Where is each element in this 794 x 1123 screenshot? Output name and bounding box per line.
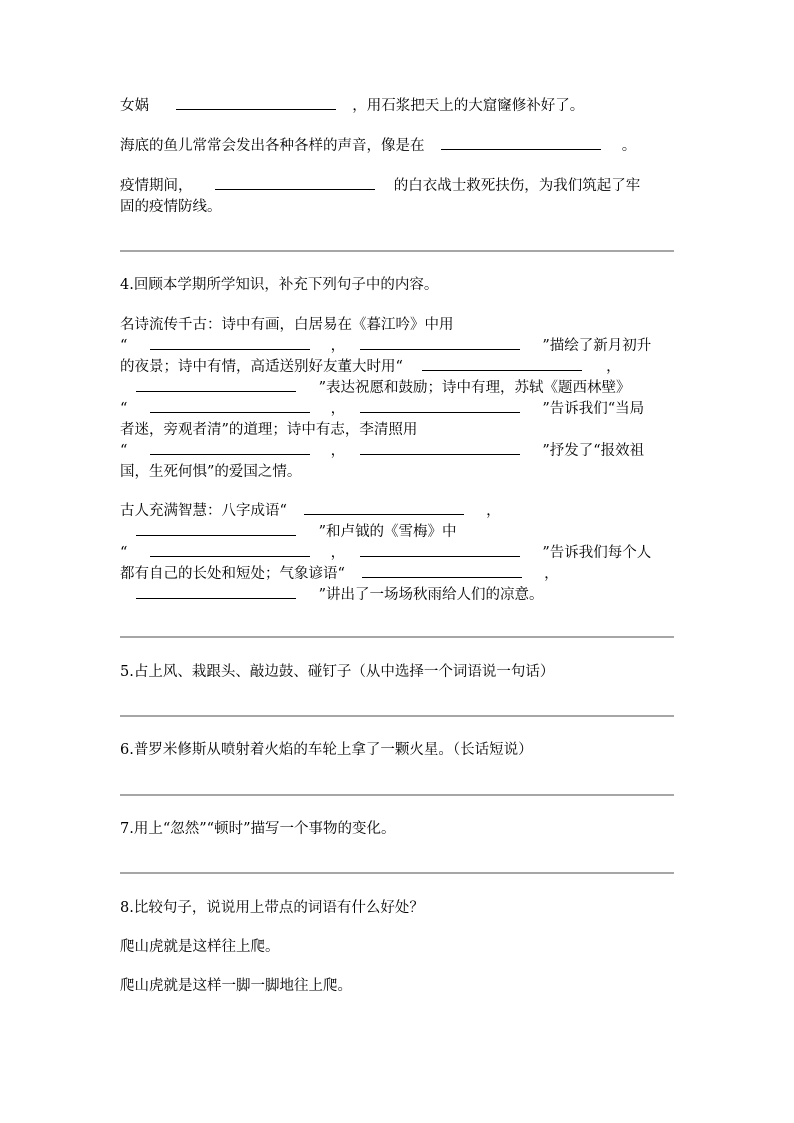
q4-p2-l4-text: 都有自己的长处和短处；气象谚语“ bbox=[120, 566, 345, 582]
answer-blank[interactable] bbox=[136, 584, 296, 599]
answer-line[interactable] bbox=[120, 872, 674, 874]
answer-blank[interactable] bbox=[360, 542, 520, 557]
q8-sentence-1: 爬山虎就是这样往上爬。 bbox=[120, 939, 280, 955]
q4-p2-l1-text: 古人充满智慧：八字成语“ bbox=[120, 503, 287, 519]
answer-blank[interactable] bbox=[150, 335, 310, 350]
open-quote: “ bbox=[120, 338, 128, 354]
q4-p2-l5-text: ”讲出了一场场秋雨给人们的凉意。 bbox=[318, 587, 544, 603]
q4-p2-l5 bbox=[120, 584, 544, 606]
q4-p1-l2-tail: ”描绘了新月初升 bbox=[542, 338, 652, 354]
comma: ， bbox=[330, 545, 346, 561]
fill-line-3-cont: 固的疫情防线。 bbox=[120, 199, 222, 215]
q7-title: 7.用上“忽然”“顿时”描写一个事物的变化。 bbox=[120, 821, 396, 837]
section-divider bbox=[120, 636, 674, 638]
q4-p1-l5-tail: ”告诉我们“当局 bbox=[542, 401, 645, 417]
q4-p1-l7-tail: ”抒发了“报效祖 bbox=[542, 443, 645, 459]
open-quote: “ bbox=[120, 443, 128, 459]
q4-p2-l3 bbox=[120, 542, 651, 564]
answer-blank[interactable] bbox=[441, 135, 601, 150]
answer-blank[interactable] bbox=[150, 398, 310, 413]
fill-line-2 bbox=[120, 135, 636, 157]
answer-blank[interactable] bbox=[136, 377, 296, 392]
q4-p2-l4 bbox=[120, 563, 559, 585]
q4-p1-l1: 名诗流传千古：诗中有画，白居易在《暮江吟》中用 bbox=[120, 317, 454, 333]
fill-line-1 bbox=[120, 95, 584, 117]
q4-title: 4.回顾本学期所学知识，补充下列句子中的内容。 bbox=[120, 277, 439, 293]
q4-p1-l4 bbox=[120, 377, 631, 399]
q4-p1-l5 bbox=[120, 398, 644, 420]
comma: ， bbox=[606, 359, 621, 375]
fill-line-1-text-a: 女娲 bbox=[120, 98, 149, 114]
q4-p1-l8: 国，生死何惧”的爱国之情。 bbox=[120, 464, 302, 480]
q4-p1-l3-text: 的夜景；诗中有情，高适送别好友董大时用“ bbox=[120, 359, 403, 375]
q4-p1-l4-text: ”表达祝愿和鼓励；诗中有理，苏轼《题西林壁》 bbox=[318, 380, 631, 396]
comma: ， bbox=[486, 503, 501, 519]
q8-title: 8.比较句子，说说用上带点的词语有什么好处？ bbox=[120, 900, 424, 916]
open-quote: “ bbox=[120, 545, 128, 561]
q4-p2-l1 bbox=[120, 500, 501, 522]
q6-title: 6.普罗米修斯从喷射着火焰的车轮上拿了一颗火星。（长话短说） bbox=[120, 742, 533, 758]
q4-p1-l6: 者迷，旁观者清”的道理；诗中有志，李清照用 bbox=[120, 422, 418, 438]
fill-line-2-text-b: 。 bbox=[621, 138, 637, 154]
q4-p1-l2 bbox=[120, 335, 651, 357]
q4-p1-l3 bbox=[120, 356, 621, 378]
answer-line[interactable] bbox=[120, 794, 674, 796]
fill-line-3-text-a: 疫情期间， bbox=[120, 178, 193, 194]
q4-p1-l7 bbox=[120, 440, 644, 462]
answer-blank[interactable] bbox=[362, 563, 522, 578]
answer-blank[interactable] bbox=[176, 95, 336, 110]
answer-blank[interactable] bbox=[150, 440, 310, 455]
q4-p2-l2 bbox=[120, 521, 457, 543]
comma: ， bbox=[330, 338, 346, 354]
answer-blank[interactable] bbox=[136, 521, 296, 536]
q4-p2-l2-text: ”和卢钺的《雪梅》中 bbox=[318, 524, 457, 540]
q8-sentence-2: 爬山虎就是这样一脚一脚地往上爬。 bbox=[120, 978, 352, 994]
comma: ， bbox=[544, 566, 559, 582]
fill-line-2-text-a: 海底的鱼儿常常会发出各种各样的声音，像是在 bbox=[120, 138, 425, 154]
answer-blank[interactable] bbox=[150, 542, 310, 557]
answer-blank[interactable] bbox=[360, 335, 520, 350]
fill-line-1-text-b: ，用石浆把天上的大窟窿修补好了。 bbox=[352, 98, 585, 114]
answer-blank[interactable] bbox=[304, 500, 464, 515]
comma: ， bbox=[330, 443, 346, 459]
q5-title: 5.占上风、栽跟头、敲边鼓、碰钉子（从中选择一个词语说一句话） bbox=[120, 664, 555, 680]
fill-line-3 bbox=[120, 175, 640, 197]
answer-blank[interactable] bbox=[360, 440, 520, 455]
open-quote: “ bbox=[120, 401, 128, 417]
answer-blank[interactable] bbox=[215, 175, 375, 190]
comma: ， bbox=[330, 401, 346, 417]
answer-blank[interactable] bbox=[360, 398, 520, 413]
section-divider bbox=[120, 250, 674, 252]
fill-line-3-text-b: 的白衣战士救死扶伤，为我们筑起了牢 bbox=[393, 178, 641, 194]
answer-line[interactable] bbox=[120, 715, 674, 717]
q4-p2-l3-tail: ”告诉我们每个人 bbox=[542, 545, 652, 561]
answer-blank[interactable] bbox=[422, 356, 582, 371]
